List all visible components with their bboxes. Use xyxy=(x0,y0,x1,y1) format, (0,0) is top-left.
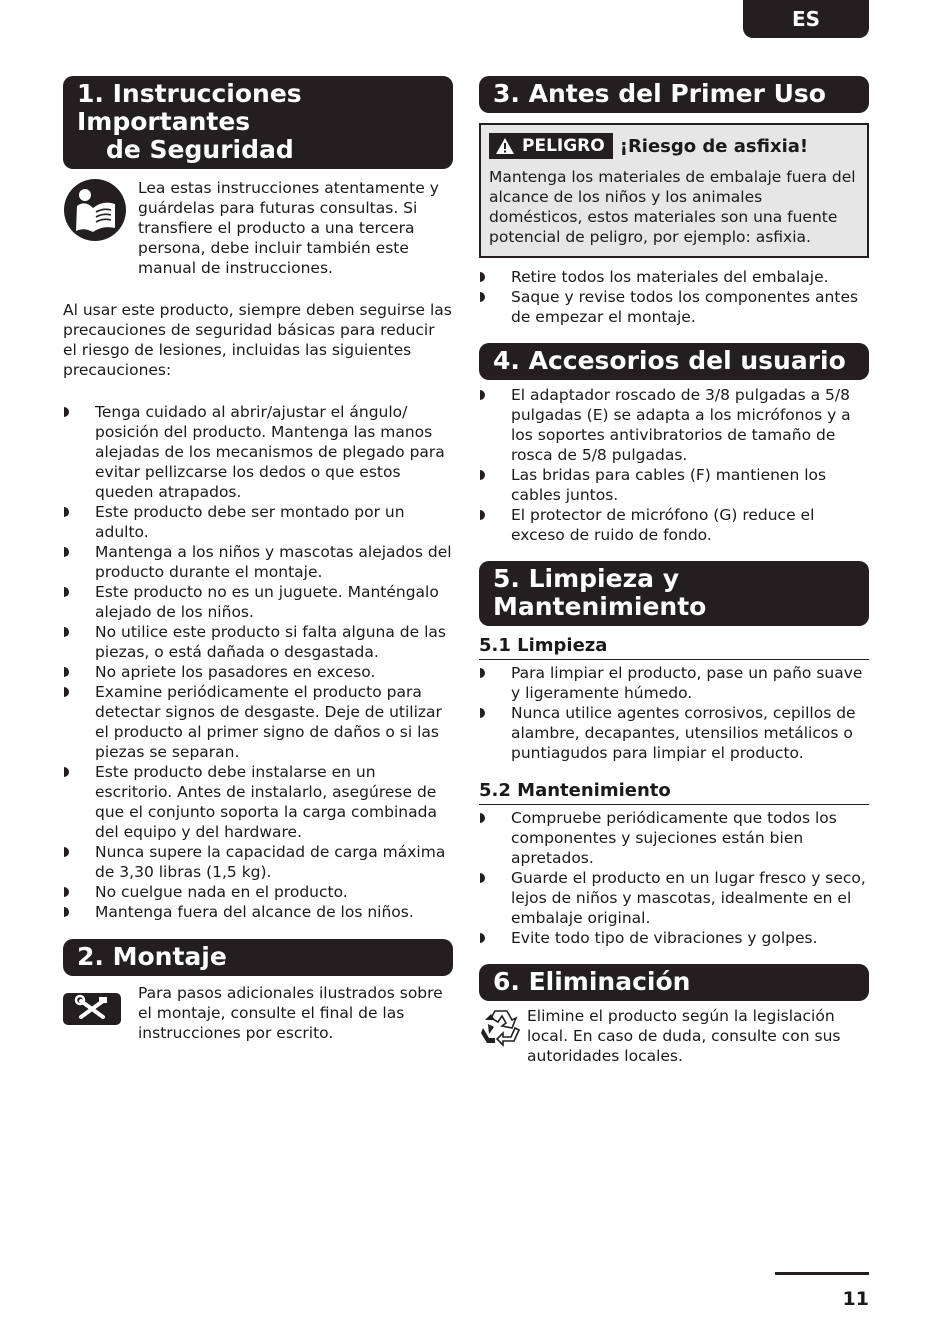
list-item: Tenga cuidado al abrir/ajustar el ángulo/ posición del producto. Mantenga las manos alejadas de los mecanismos de plegado para evitar pellizcarse los dedos o que estos queden atrapados. xyxy=(63,402,453,502)
language-tab: ES xyxy=(743,0,869,38)
list-item: Nunca utilice agentes corrosivos, cepillos de alambre, decapantes, utensilios metálicos o puntiagudos para limpiar el producto. xyxy=(479,703,869,763)
recycle-icon xyxy=(479,1006,527,1052)
disposal-notice xyxy=(479,1006,869,1066)
list-item: Evite todo tipo de vibraciones y golpes. xyxy=(479,928,869,948)
tools-icon xyxy=(63,983,138,1029)
list-item: Este producto debe instalarse en un escritorio. Antes de instalarlo, asegúrese de que el conjunto soporta la carga combinada del equipo y del hardware. xyxy=(63,762,453,842)
list-item: Este producto debe ser montado por un adulto. xyxy=(63,502,453,542)
safety-bullet-list xyxy=(63,402,453,922)
list-item: Este producto no es un juguete. Manténgalo alejado de los niños. xyxy=(63,582,453,622)
section-3-heading xyxy=(479,76,869,113)
section-3-title: 3. Antes del Primer Uso xyxy=(493,79,826,108)
assembly-notice-text: Para pasos adicionales ilustrados sobre el montaje, consulte el final de las instrucciones por escrito. xyxy=(138,984,443,1042)
list-item: Saque y revise todos los componentes antes de empezar el montaje. xyxy=(479,287,869,327)
section-5-title: 5. Limpieza y Mantenimiento xyxy=(493,564,707,621)
footer-rule xyxy=(775,1272,869,1275)
danger-title: ¡Riesgo de asfixia! xyxy=(619,135,809,157)
list-item: Guarde el producto en un lugar fresco y seco, lejos de niños y mascotas, idealmente en el embalaje original. xyxy=(479,868,869,928)
manual-notice-text: Lea estas instrucciones atentamente y guárdelas para futuras consultas. Si transfiere el producto a una tercera persona, debe incluir también este manual de instrucciones. xyxy=(138,179,439,277)
danger-label: PELIGRO xyxy=(522,136,605,156)
before-use-bullet-list xyxy=(479,267,869,327)
section-1-title-line2: de Seguridad xyxy=(106,135,294,164)
section-4-title: 4. Accesorios del usuario xyxy=(493,346,846,375)
list-item: No cuelgue nada en el producto. xyxy=(63,882,453,902)
list-item: Retire todos los materiales del embalaje. xyxy=(479,267,869,287)
list-item: Compruebe periódicamente que todos los componentes y sujeciones están bien apretados. xyxy=(479,808,869,868)
list-item: Nunca supere la capacidad de carga máxima de 3,30 libras (1,5 kg). xyxy=(63,842,453,882)
right-column xyxy=(479,76,869,1066)
maintenance-bullet-list xyxy=(479,808,869,948)
list-item: Las bridas para cables (F) mantienen los cables juntos. xyxy=(479,465,869,505)
list-item: Mantenga fuera del alcance de los niños. xyxy=(63,902,453,922)
section-6-heading xyxy=(479,964,869,1001)
section-6-title: 6. Eliminación xyxy=(493,967,691,996)
cleaning-bullet-list xyxy=(479,663,869,763)
list-item: Examine periódicamente el producto para detectar signos de desgaste. Deje de utilizar el producto al primer signo de daños o si las piezas se separan. xyxy=(63,682,453,762)
section-2-heading xyxy=(63,939,453,976)
list-item: No utilice este producto si falta alguna de las piezas, o está dañada o desgastada. xyxy=(63,622,453,662)
accessories-bullet-list xyxy=(479,385,869,545)
danger-badge xyxy=(489,133,613,159)
left-column xyxy=(63,76,453,1043)
assembly-notice xyxy=(63,983,453,1043)
subsection-5-1-title: 5.1 Limpieza xyxy=(479,634,869,660)
subsection-5-2-title: 5.2 Mantenimiento xyxy=(479,779,869,805)
section-1-title-line1: 1. Instrucciones Importantes xyxy=(77,79,302,136)
list-item: No apriete los pasadores en exceso. xyxy=(63,662,453,682)
disposal-text: Elimine el producto según la legislación local. En caso de duda, consulte con sus autoridades locales. xyxy=(527,1007,841,1065)
safety-lead-paragraph: Al usar este producto, siempre deben seguirse las precauciones de seguridad básicas para reducir el riesgo de lesiones, incluidas las siguientes precauciones: xyxy=(63,301,452,379)
manual-notice xyxy=(63,178,453,278)
list-item: El protector de micrófono (G) reduce el exceso de ruido de fondo. xyxy=(479,505,869,545)
section-5-heading xyxy=(479,561,869,626)
danger-text: Mantenga los materiales de embalaje fuera del alcance de los niños y los animales domésticos, estos materiales son una fuente potencial de peligro, por ejemplo: asfixia. xyxy=(489,168,856,246)
section-1-heading xyxy=(63,76,453,169)
page-number: 11 xyxy=(842,1288,869,1310)
read-manual-icon xyxy=(63,178,138,246)
list-item: Para limpiar el producto, pase un paño suave y ligeramente húmedo. xyxy=(479,663,869,703)
warning-triangle-icon xyxy=(495,137,515,155)
section-4-heading xyxy=(479,343,869,380)
section-2-title: 2. Montaje xyxy=(77,942,227,971)
danger-warning-box xyxy=(479,123,869,258)
list-item: El adaptador roscado de 3/8 pulgadas a 5/8 pulgadas (E) se adapta a los micrófonos y a los soportes antivibratorios de tamaño de rosca de 5/8 pulgadas. xyxy=(479,385,869,465)
list-item: Mantenga a los niños y mascotas alejados del producto durante el montaje. xyxy=(63,542,453,582)
